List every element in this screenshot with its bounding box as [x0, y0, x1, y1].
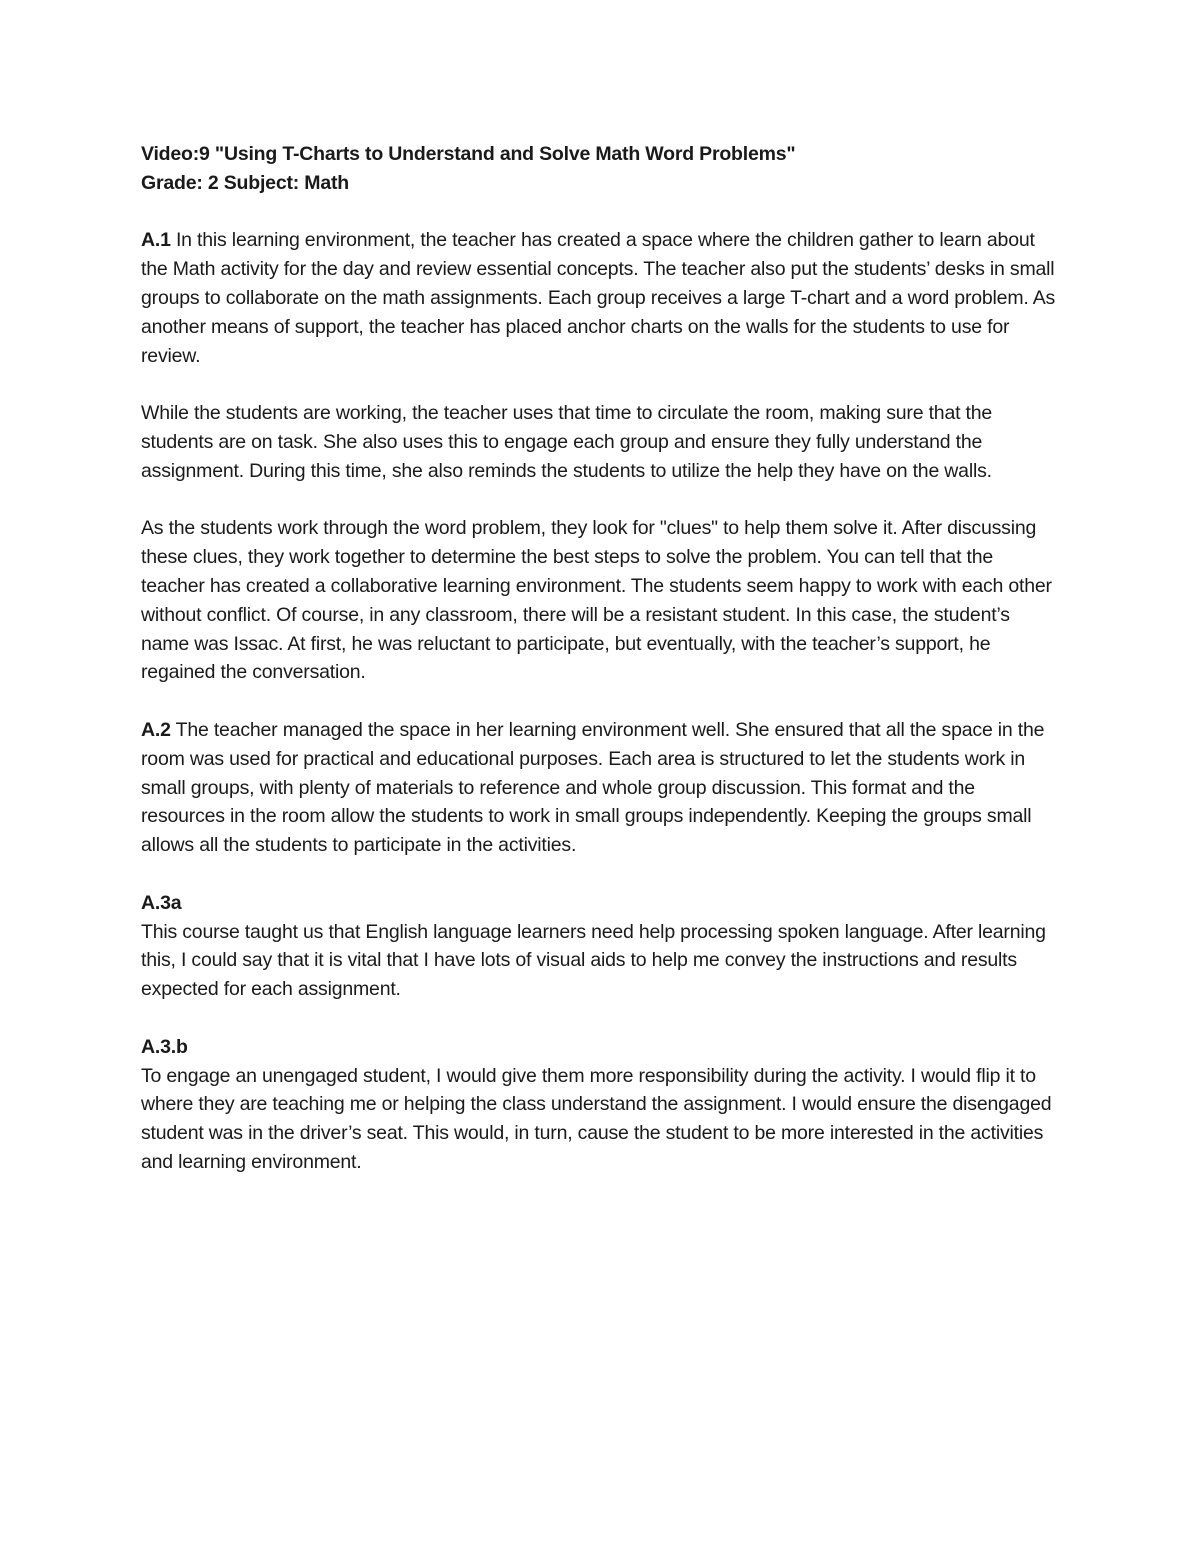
document-page: [141, 140, 1061, 1205]
section-a1-label: A.1: [141, 229, 171, 252]
section-a1-paragraph-2: While the students are working, the teacher uses that time to circulate the room, making sure that the students are on task. She also uses this to engage each group and ensure they fully understand the assignment. During this time, she also reminds the students to utilize the help they have on the walls.: [141, 402, 993, 482]
section-a3b-text: To engage an unengaged student, I would give them more responsibility during the activity. I would flip it to where they are teaching me or helping the class understand the assignment. I would ensure the disengaged student was in the driver’s seat. This would, in turn, cause the student to be more interested in the activities and learning environment.: [141, 1064, 1052, 1173]
section-a3b: [141, 1033, 1061, 1177]
section-a2-text: The teacher managed the space in her learning environment well. She ensured that all the space in the room was used for practical and educational purposes. Each area is structured to let the students work in small groups, with plenty of materials to reference and whole group discussion. This format and the resources in the room allow the students to work in small groups independently. Keeping the groups small allows all the students to participate in the activities.: [141, 718, 1045, 857]
section-a3b-label: A.3.b: [141, 1035, 188, 1058]
section-a2-label: A.2: [141, 718, 171, 741]
section-a3a-label: A.3a: [141, 891, 182, 914]
section-a2-paragraph: [141, 716, 1061, 860]
section-a1-paragraph-3: As the students work through the word problem, they look for "clues" to help them solve it. After discussing these clues, they work together to determine the best steps to solve the problem. You can tell that the teacher has created a collaborative learning environment. The students seem happy to work with each other without conflict. Of course, in any classroom, there will be a resistant student. In this case, the student’s name was Issac. At first, he was reluctant to participate, but eventually, with the teacher’s support, he regained the conversation.: [141, 517, 1052, 684]
section-a1-paragraph-1: [141, 226, 1061, 370]
section-a3a-text: This course taught us that English language learners need help processing spoken language. After learning this, I could say that it is vital that I have lots of visual aids to help me convey the instructions and results expected for each assignment.: [141, 920, 1046, 1001]
section-a1-text-1: In this learning environment, the teacher has created a space where the children gather to learn about the Math activity for the day and review essential concepts. The teacher also put the students’ desks in small groups to collaborate on the math assignments. Each group receives a large T-chart and a word problem. As another means of support, the teacher has placed anchor charts on the walls for the students to use for review.: [141, 229, 1056, 367]
section-a3a: [141, 889, 1061, 1004]
document-subtitle: Grade: 2 Subject: Math: [141, 171, 349, 194]
document-title: Video:9 "Using T-Charts to Understand and Solve Math Word Problems": [141, 143, 796, 165]
spacer: [141, 198, 1061, 227]
